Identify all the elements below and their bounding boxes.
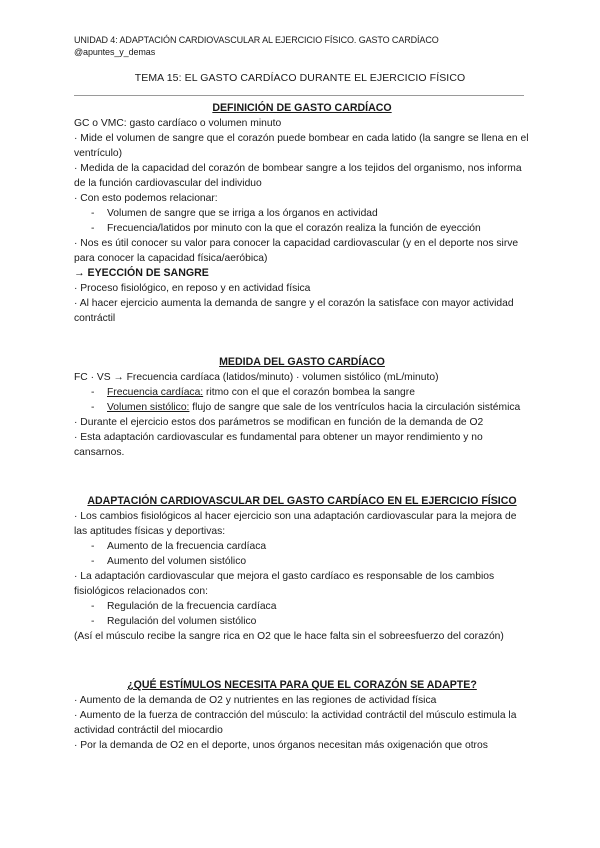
dash-bullet: - — [91, 616, 95, 627]
dash-bullet: - — [91, 556, 95, 567]
section-title-definicion: DEFINICIÓN DE GASTO CARDÍACO — [212, 102, 392, 114]
list-item-text: Volumen de sangre que se irriga a los órganos en actividad — [107, 208, 378, 219]
section-title-medida: MEDIDA DEL GASTO CARDÍACO — [219, 356, 385, 368]
list-item-text: Aumento de la frecuencia cardíaca — [107, 541, 267, 552]
dash-bullet: - — [91, 387, 95, 398]
term-frecuencia: Frecuencia cardíaca: — [107, 387, 204, 398]
paragraph: · Medida de la capacidad del corazón de bombear sangre a los tejidos del organismo, nos informa de la función cardiovascular del individuo — [74, 163, 522, 189]
section-title-adaptacion: ADAPTACIÓN CARDIOVASCULAR DEL GASTO CARDÍACO EN EL EJERCICIO FÍSICO — [87, 495, 517, 507]
list-item — [74, 221, 530, 236]
paragraph: · Aumento de la demanda de O2 y nutrientes en las regiones de actividad física — [74, 695, 437, 706]
list-item — [74, 385, 530, 400]
list-item — [74, 599, 530, 614]
list-item — [74, 614, 530, 629]
term-definition: ritmo con el que el corazón bombea la sangre — [203, 387, 415, 398]
author-handle: @apuntes_y_demas — [74, 47, 156, 57]
subheading-eyeccion: → EYECCIÓN DE SANGRE — [74, 267, 209, 279]
paragraph: · La adaptación cardiovascular que mejora el gasto cardíaco es responsable de los cambios fisiológicos relacionados con: — [74, 571, 495, 597]
paragraph: · Al hacer ejercicio aumenta la demanda de sangre y el corazón la satisface con mayor actividad contráctil — [74, 298, 514, 324]
dash-bullet: - — [91, 541, 95, 552]
dash-bullet: - — [91, 208, 95, 219]
paragraph: · Los cambios fisiológicos al hacer ejercicio son una adaptación cardiovascular para la mejora de las aptitudes físicas y deportivas: — [74, 511, 517, 537]
unit-header: UNIDAD 4: ADAPTACIÓN CARDIOVASCULAR AL EJERCICIO FÍSICO. GASTO CARDÍACO — [74, 35, 439, 45]
paragraph: · Proceso fisiológico, en reposo y en actividad física — [74, 283, 311, 294]
dash-bullet: - — [91, 601, 95, 612]
paragraph: · Durante el ejercicio estos dos parámetros se modifican en función de la demanda de O2 — [74, 417, 484, 428]
term-definition: flujo de sangre que sale de los ventrículos hacia la circulación sistémica — [189, 402, 521, 413]
dash-bullet: - — [91, 223, 95, 234]
list-item-text: Regulación del volumen sistólico — [107, 616, 257, 627]
paragraph: · Con esto podemos relacionar: — [74, 193, 218, 204]
paragraph: · Mide el volumen de sangre que el corazón puede bombear en cada latido (la sangre se llena en el ventrículo) — [74, 133, 529, 159]
dash-bullet: - — [91, 402, 95, 413]
paragraph: · Esta adaptación cardiovascular es fundamental para obtener un mayor rendimiento y no cansarnos. — [74, 432, 483, 458]
list-item-text: Regulación de la frecuencia cardíaca — [107, 601, 277, 612]
title-divider — [74, 95, 524, 96]
term-volumen: Volumen sistólico: — [107, 402, 190, 413]
paragraph: · Nos es útil conocer su valor para conocer la capacidad cardiovascular (y en el deporte nos sirve para conocer la capacidad física/aeróbica) — [74, 238, 519, 264]
lesson-title: TEMA 15: EL GASTO CARDÍACO DURANTE EL EJERCICIO FÍSICO — [134, 72, 466, 84]
document-body — [74, 101, 530, 753]
list-item-text: Aumento del volumen sistólico — [107, 556, 247, 567]
list-item-text: Frecuencia/latidos por minuto con la que el corazón realiza la función de eyección — [107, 223, 481, 234]
list-item — [74, 539, 530, 554]
paragraph: · Aumento de la fuerza de contracción del músculo: la actividad contráctil del músculo estimula la actividad contráctil del miocardio — [74, 710, 517, 736]
formula-paragraph: FC · VS → Frecuencia cardíaca (latidos/minuto) · volumen sistólico (mL/minuto) — [74, 372, 439, 383]
paragraph: GC o VMC: gasto cardíaco o volumen minuto — [74, 118, 282, 129]
paragraph: (Así el músculo recibe la sangre rica en O2 que le hace falta sin el sobreesfuerzo del corazón) — [74, 631, 504, 642]
paragraph: · Por la demanda de O2 en el deporte, unos órganos necesitan más oxigenación que otros — [74, 740, 488, 751]
list-item — [74, 554, 530, 569]
list-item — [74, 206, 530, 221]
section-title-estimulos: ¿QUÉ ESTÍMULOS NECESITA PARA QUE EL CORAZÓN SE ADAPTE? — [127, 679, 477, 691]
list-item — [74, 400, 530, 415]
